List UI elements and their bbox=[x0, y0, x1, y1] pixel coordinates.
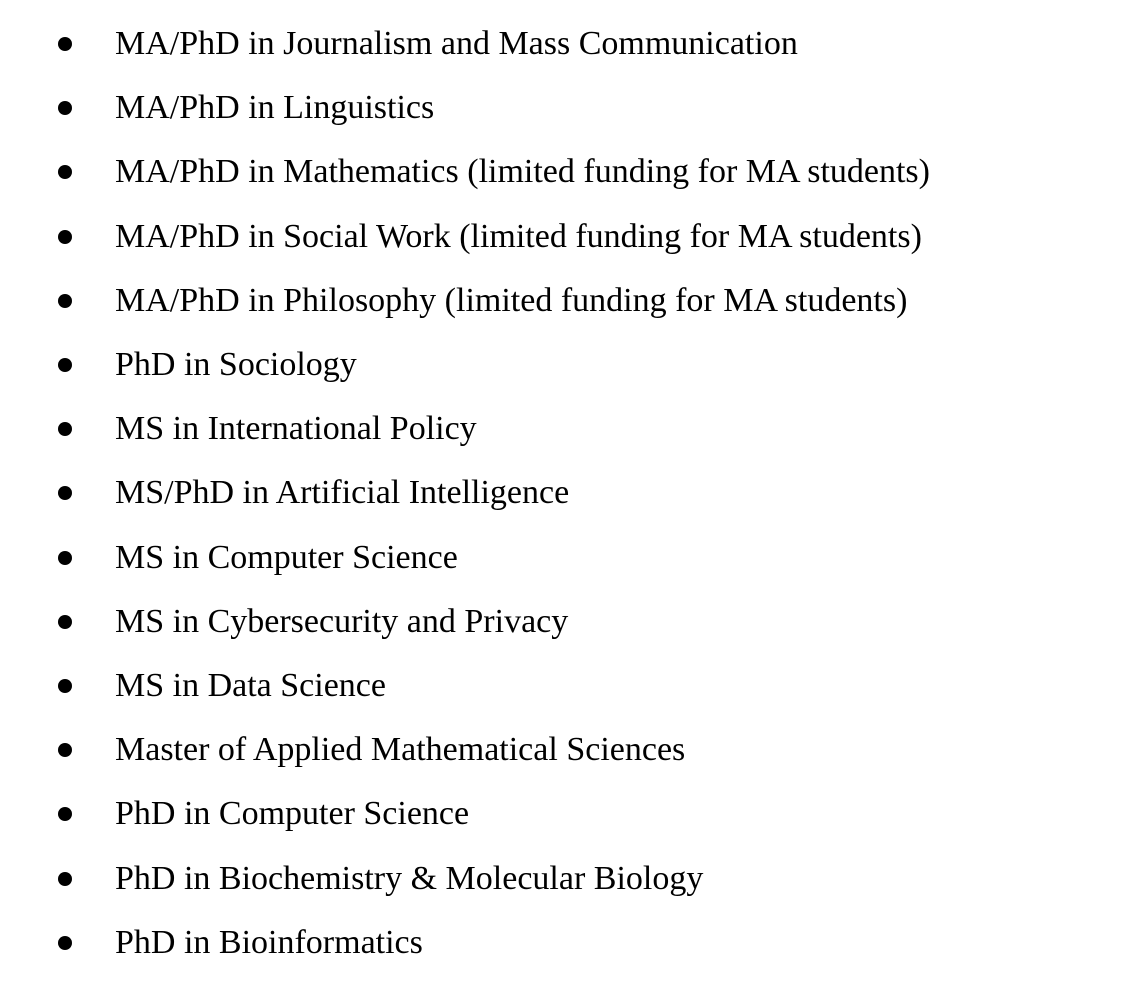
list-item bbox=[0, 654, 1130, 718]
bullet-icon bbox=[58, 422, 72, 436]
program-label: MS in Data Science bbox=[115, 666, 386, 704]
list-item bbox=[0, 461, 1130, 525]
program-label: PhD in Bioinformatics bbox=[115, 923, 423, 961]
bullet-icon bbox=[58, 679, 72, 693]
program-label: MA/PhD in Journalism and Mass Communication bbox=[115, 25, 798, 63]
program-label: Master of Applied Mathematical Sciences bbox=[115, 731, 686, 769]
list-item bbox=[0, 140, 1130, 204]
bullet-icon bbox=[58, 615, 72, 629]
program-label: MS in International Policy bbox=[115, 410, 477, 448]
list-item bbox=[0, 718, 1130, 782]
bullet-icon bbox=[58, 294, 72, 308]
program-label: MA/PhD in Linguistics bbox=[115, 89, 435, 127]
list-item bbox=[0, 333, 1130, 397]
list-item bbox=[0, 911, 1130, 975]
list-item bbox=[0, 590, 1130, 654]
list-item bbox=[0, 12, 1130, 76]
program-label: MA/PhD in Mathematics (limited funding for MA students) bbox=[115, 153, 930, 191]
bullet-icon bbox=[58, 358, 72, 372]
list-item bbox=[0, 526, 1130, 590]
bullet-icon bbox=[58, 37, 72, 51]
program-label: MA/PhD in Philosophy (limited funding for MA students) bbox=[115, 281, 908, 319]
bullet-icon bbox=[58, 743, 72, 757]
program-label: PhD in Computer Science bbox=[115, 795, 470, 833]
bullet-icon bbox=[58, 486, 72, 500]
bullet-icon bbox=[58, 165, 72, 179]
list-item bbox=[0, 782, 1130, 846]
program-label: PhD in Sociology bbox=[115, 346, 357, 384]
bullet-icon bbox=[58, 936, 72, 950]
list-item bbox=[0, 846, 1130, 910]
bullet-icon bbox=[58, 551, 72, 565]
list-item bbox=[0, 397, 1130, 461]
program-label: MS in Computer Science bbox=[115, 538, 458, 576]
program-label: MA/PhD in Social Work (limited funding for MA students) bbox=[115, 217, 922, 255]
program-label: MS/PhD in Artificial Intelligence bbox=[115, 474, 570, 512]
program-label: MS in Cybersecurity and Privacy bbox=[115, 602, 569, 640]
bullet-icon bbox=[58, 872, 72, 886]
list-item bbox=[0, 205, 1130, 269]
list-item bbox=[0, 76, 1130, 140]
program-label: PhD in Biochemistry & Molecular Biology bbox=[115, 859, 704, 897]
bullet-icon bbox=[58, 230, 72, 244]
bullet-icon bbox=[58, 807, 72, 821]
program-list bbox=[0, 12, 1130, 975]
bullet-icon bbox=[58, 101, 72, 115]
list-item bbox=[0, 269, 1130, 333]
